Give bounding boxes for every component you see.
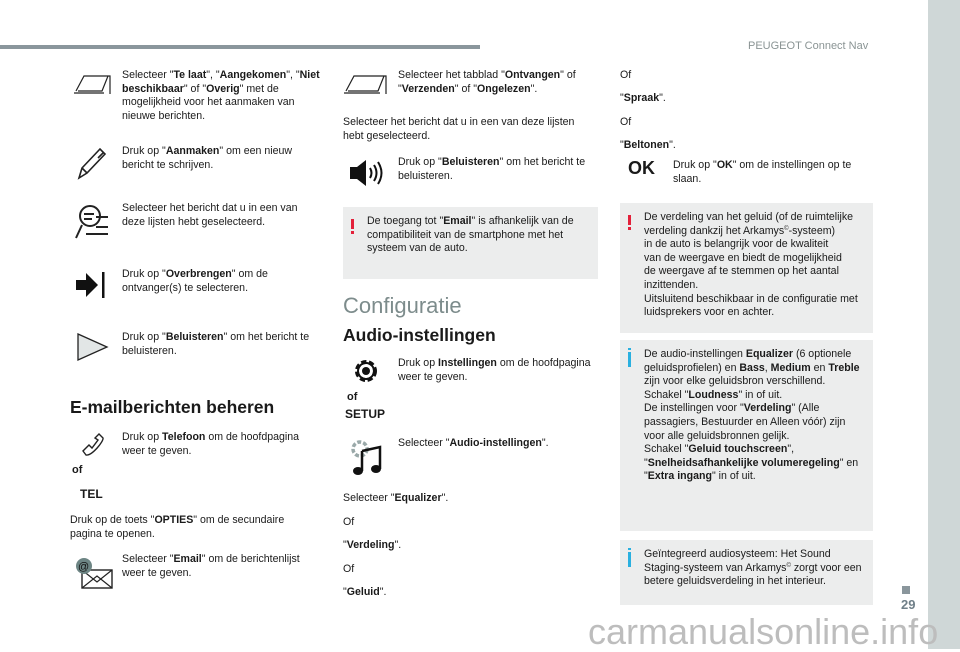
setup-button-label: SETUP [345, 407, 386, 421]
gear-icon [351, 356, 381, 386]
warning-note [343, 207, 598, 279]
tab-icon [344, 73, 388, 95]
speaker-icon [348, 158, 384, 188]
info-note [620, 340, 873, 531]
bold-term: Geluid touchscreen [688, 443, 788, 456]
item-text: Druk op "Aanmaken" om een nieuw bericht te schrijven. [122, 145, 293, 171]
note-text: De verdeling van het geluid (of de ruimtelijke verdeling dankzij het Arkamys©-systeem) in de auto is belangrijk voor de kwaliteit van de weergave en biedt de mogelijkheid de weergave af te stemmen op het aantal inzittenden. Uitsluitend beschikbaar in de configuratie met luidsprekers voor en achter. [644, 211, 858, 319]
option-line: "Verdeling". [343, 539, 402, 551]
bold-term: OK [716, 159, 733, 171]
option-line: Of [343, 563, 355, 575]
audio-settings-icon [348, 437, 384, 477]
superscript: © [784, 225, 789, 232]
or-label: of [347, 391, 358, 403]
bold-term: Telefoon [162, 431, 206, 443]
bold-term: Beluisteren [441, 156, 500, 168]
bold-term: Ontvangen [504, 69, 561, 81]
pencil-icon [76, 146, 106, 180]
watermark: carmanualsonline.info [588, 611, 939, 652]
paragraph: Druk op de toets "OPTIES" om de secundaire pagina te openen. [70, 514, 285, 540]
bold-term: Snelheidsafhankelijke volumeregeling [647, 456, 840, 469]
paragraph: Selecteer het bericht dat u in een van deze lijsten hebt geselecteerd. [343, 116, 575, 142]
item-text: Druk op "Beluisteren" om het bericht te beluisteren. [122, 331, 310, 357]
bold-term: Audio-instellingen [449, 437, 542, 449]
info-icon [628, 552, 631, 567]
section-heading: Audio-instellingen [343, 325, 496, 345]
play-icon [76, 332, 110, 362]
warning-note [620, 203, 873, 333]
item-text: Selecteer het tabblad "Ontvangen" of "Verzenden" of "Ongelezen". [398, 69, 576, 95]
or-label: of [72, 464, 83, 476]
item-text: Druk op "Overbrengen" om de ontvanger(s) te selecteren. [122, 268, 268, 294]
bold-term: Verdeling [346, 539, 395, 551]
option-line: Of [343, 516, 355, 528]
note-text: De audio-instellingen Equalizer (6 optionele geluidsprofielen) en Bass, Medium en Treble zijn voor elke geluidsbron verschillend. Schakel "Loudness" in of uit. De instellingen voor "Verdeling" (Alle passagiers, Bestuurder en Alleen vóór) zijn voor alle geluidsbronnen gelijk. Schakel "Geluid touchscreen", "Snelheidsafhankelijke volumeregeling" en "Extra ingang" in of uit. [644, 348, 860, 483]
bold-term: Verzenden [401, 82, 455, 95]
item-text: Selecteer "Email" om de berichtenlijst weer te geven. [122, 553, 300, 579]
item-text: Selecteer het bericht dat u in een van deze lijsten hebt geselecteerd. [122, 202, 298, 228]
bold-term: Medium [770, 361, 811, 374]
tel-button-label: TEL [80, 487, 103, 501]
bold-term: Aanmaken [165, 145, 220, 157]
item-text: Druk op "OK" om de instellingen op te slaan. [673, 159, 852, 185]
bold-term: Geluid [346, 586, 380, 598]
info-icon [628, 352, 631, 367]
bold-term: Te laat [173, 69, 207, 81]
email-icon [74, 556, 114, 590]
warning-icon [628, 215, 631, 225]
section-heading: E-mailberichten beheren [70, 397, 275, 417]
bold-term: Instellingen [438, 357, 497, 369]
info-note [620, 540, 873, 605]
option-line: "Spraak". [620, 92, 666, 104]
tab-icon [74, 73, 112, 95]
bold-term: Niet beschikbaar [122, 69, 320, 95]
phone-icon [80, 432, 106, 458]
forward-icon [74, 270, 108, 300]
bold-term: Overig [206, 82, 240, 95]
running-header: PEUGEOT Connect Nav [748, 40, 869, 52]
option-line: "Beltonen". [620, 139, 676, 151]
chapter-title: Configuratie [343, 293, 462, 318]
bold-term: OPTIES [154, 514, 194, 526]
page-number: 29 [901, 597, 916, 612]
bold-term: Beluisteren [165, 331, 224, 343]
end-marker [902, 586, 910, 594]
bold-term: Aangekomen [219, 69, 287, 81]
option-line: Of [620, 116, 632, 128]
note-text: Geïntegreerd audiosysteem: Het Sound Staging-systeem van Arkamys© zorgt voor een betere geluidsverdeling in het interieur. [644, 548, 862, 588]
bold-term: Treble [828, 361, 860, 374]
superscript: © [786, 562, 791, 569]
bold-term: Overbrengen [165, 268, 232, 280]
bold-term: Equalizer [745, 348, 793, 360]
option-line: "Geluid". [343, 586, 387, 598]
note-text: De toegang tot "Email" is afhankelijk van de compatibiliteit van de smartphone met het systeem van de auto. [367, 215, 574, 255]
svg-text:@: @ [78, 561, 90, 573]
bold-term: Loudness [688, 388, 739, 401]
ok-button-label: OK [628, 158, 655, 178]
bold-term: Beltonen [623, 139, 670, 151]
bold-term: Extra ingang [647, 470, 712, 483]
search-list-icon [74, 200, 112, 246]
page-edge-tab [928, 0, 960, 649]
bold-term: Spraak [623, 92, 660, 104]
top-rule [0, 45, 480, 49]
warning-icon [351, 219, 354, 229]
item-text: Druk op Instellingen om de hoofdpagina weer te geven. [398, 357, 591, 383]
bold-term: Email [443, 215, 472, 227]
option-line: Of [620, 69, 632, 81]
item-text: Selecteer "Audio-instellingen". [398, 437, 549, 449]
bold-term: Ongelezen [477, 82, 531, 95]
bold-term: Bass [739, 361, 765, 374]
item-text: Selecteer "Te laat", "Aangekomen", "Niet beschikbaar" of "Overig" met de mogelijkheid voor het aanmaken van nieuwe berichten. [122, 69, 320, 122]
item-text: Druk op "Beluisteren" om het bericht te beluisteren. [398, 156, 586, 182]
item-text: Druk op Telefoon om de hoofdpagina weer te geven. [122, 431, 300, 457]
option-line: Selecteer "Equalizer". [343, 492, 449, 504]
bold-term: Verdeling [743, 402, 792, 415]
bold-term: Equalizer [394, 492, 442, 504]
bold-term: Email [173, 553, 202, 565]
